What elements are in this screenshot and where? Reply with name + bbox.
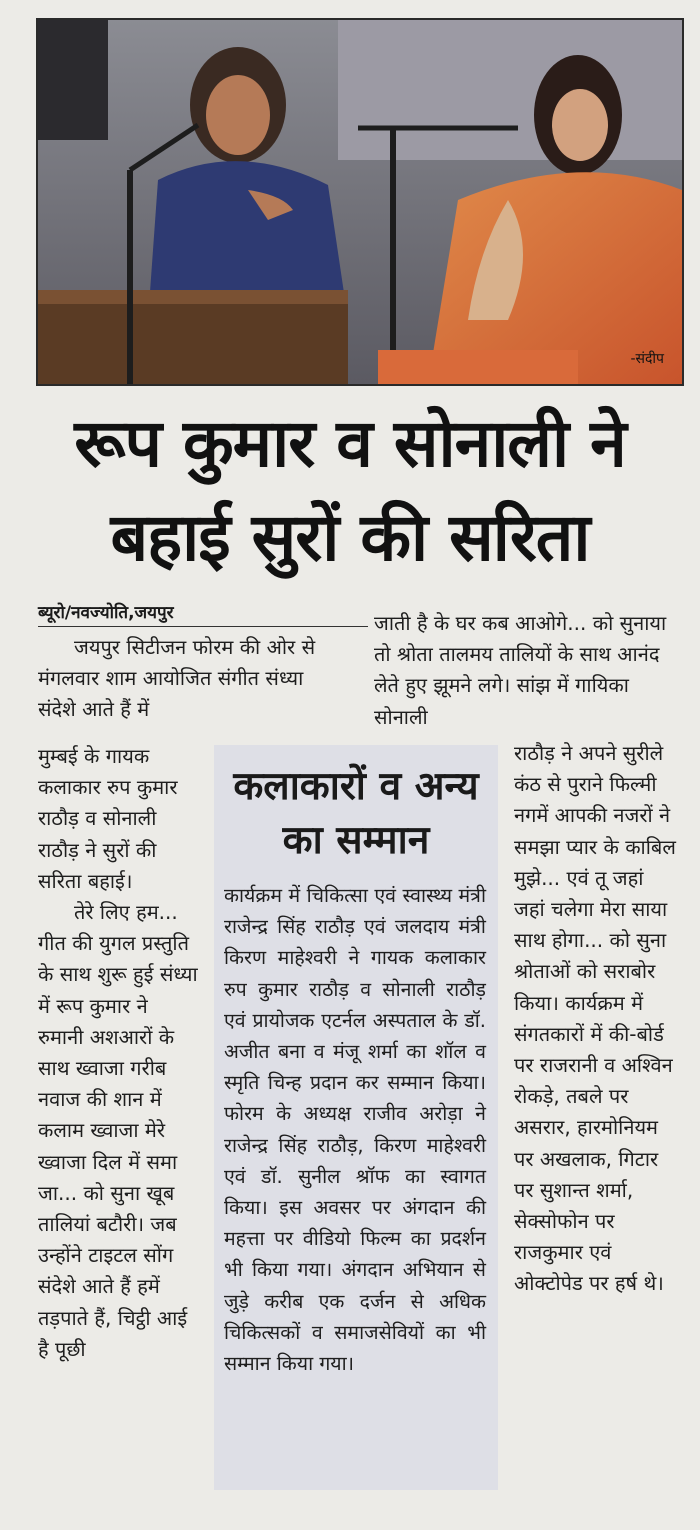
headline-line-1: रूप कुमार व सोनाली ने	[74, 405, 626, 482]
sidebar-heading-line-2: का सम्मान	[282, 818, 430, 863]
column-1-paragraph-2: तेरे लिए हम... गीत की युगल प्रस्तुति के साथ शुरू हुई संध्या में रूप कुमार ने रुमानी अशआरों के साथ ख्वाजा गरीब नवाज की शान में कलाम ख्वाजा मेरे ख्वाजा दिल में समा जा... को सुना खूब तालियां बटौरी। जब उन्होंने टाइटल सोंग संदेशे आते हैं हमें तड़पाते हैं, चिट्ठी आई है पूछी	[38, 900, 198, 1361]
column-3-body	[514, 738, 680, 1300]
concert-photo	[36, 18, 684, 386]
column-1-body	[38, 741, 198, 1365]
column-3-intro-text: जाती है के घर कब आओगे... को सुनाया तो श्रोता तालमय तालियों के साथ आनंद लेते हुए झूमने लगे। सांझ में गायिका सोनाली	[374, 611, 667, 729]
concert-photo-illustration	[38, 20, 682, 384]
column-1-intro-text: जयपुर सिटीजन फोरम की ओर से मंगलवार शाम आयोजित संगीत संध्या संदेशे आते हैं में	[38, 635, 316, 722]
column-1-intro	[38, 632, 338, 726]
photo-credit: -संदीप	[630, 351, 664, 367]
column-3-paragraph: राठौड़ ने अपने सुरीले कंठ से पुराने फिल्मी नगमें आपकी नजरों ने समझा प्यार के काबिल मुझे... एवं तू जहां जहां चलेगा मेरा साया साथ होगा... को सुना श्रोताओं को सराबोर किया। कार्यक्रम में संगतकारों में की-बोर्ड पर राजरानी व अश्विन रोकड़े, तबले पर असरार, हारमोनियम पर अखलाक, गिटार पर सुशान्त शर्मा, सेक्सोफोन पर राजकुमार एवं ओक्टोपेड पर हर्ष थे।	[514, 741, 676, 1296]
sidebar-heading-line-1: कलाकारों व अन्य	[233, 764, 479, 809]
sidebar-text: कार्यक्रम में चिकित्सा एवं स्वास्थ्य मंत्री राजेन्द्र सिंह राठौड़ एवं जलदाय मंत्री किरण माहेश्वरी ने गायक कलाकार रुप कुमार राठौड़ व सोनाली राठौड़ एवं प्रायोजक एटर्नल अस्पताल के डॉ. अजीत बना व मंजू शर्मा का शॉल व स्मृति चिन्ह प्रदान कर सम्मान किया। फोरम के अध्यक्ष राजीव अरोड़ा ने राजेन्द्र सिंह राठौड़, किरण माहेश्वरी एवं डॉ. सुनील श्रॉफ का स्वागत किया। इस अवसर पर अंगदान की महत्ता पर वीडियो फिल्म का प्रदर्शन भी किया गया। अंगदान अभियान से जुड़े करीब एक दर्जन से अधिक चिकित्सकों व समाजसेवियों का भी सम्मान किया गया।	[224, 884, 486, 1376]
sidebar-heading	[214, 760, 498, 868]
byline: ब्यूरो/नवज्योति,जयपुर	[38, 600, 368, 627]
column-1-paragraph-1: मुम्बई के गायक कलाकार रुप कुमार राठौड़ व सोनाली राठौड़ ने सुरों की सरिता बहाई।	[38, 744, 178, 893]
column-3-intro	[374, 608, 674, 733]
headline-line-2: बहाई सुरों की सरिता	[110, 499, 590, 576]
